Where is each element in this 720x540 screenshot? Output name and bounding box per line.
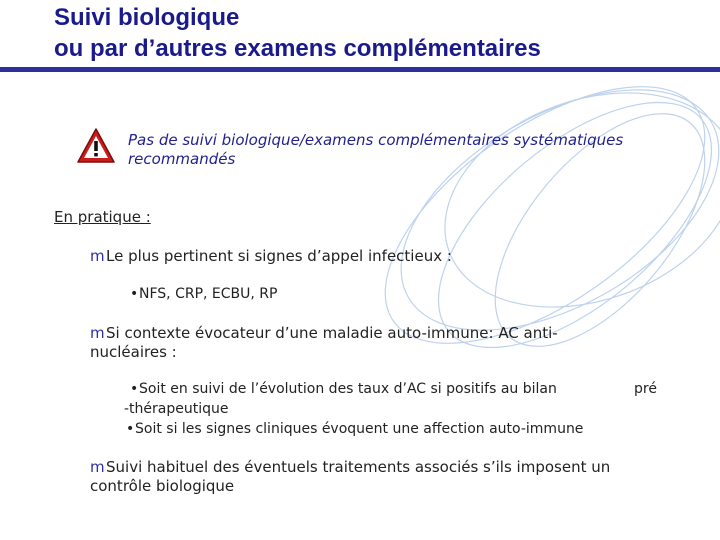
sub-list-item-continuation: -thérapeutique bbox=[124, 401, 229, 417]
warning-message-line1: Pas de suivi biologique/examens complémentaires systématiques bbox=[128, 131, 624, 149]
list-item-continuation: contrôle biologique bbox=[90, 477, 235, 495]
sub-list-item-text-end: pré bbox=[634, 381, 657, 397]
list-item bbox=[90, 247, 452, 266]
sub-list-item bbox=[130, 380, 557, 399]
sub-list-item bbox=[130, 285, 277, 304]
list-item-text: Le plus pertinent si signes d’appel infectieux : bbox=[106, 247, 452, 265]
sub-list-item-text: NFS, CRP, ECBU, RP bbox=[139, 286, 278, 302]
sub-list-item bbox=[126, 420, 583, 439]
list-item-text: Si contexte évocateur d’une maladie auto-immune: AC anti- bbox=[106, 324, 558, 342]
bullet-dot-icon: • bbox=[126, 421, 135, 437]
bullet-marker: m bbox=[90, 458, 105, 476]
bullet-dot-icon: • bbox=[130, 286, 139, 302]
page-title-line1: Suivi biologique bbox=[54, 4, 240, 31]
list-item-text: Suivi habituel des éventuels traitements associés s’ils imposent un bbox=[106, 458, 611, 476]
title-divider bbox=[0, 67, 720, 72]
bullet-dot-icon: • bbox=[130, 381, 139, 397]
bullet-marker: m bbox=[90, 247, 105, 265]
list-item bbox=[90, 324, 558, 343]
page-title-line2: ou par d’autres examens complémentaires bbox=[54, 35, 541, 62]
bullet-marker: m bbox=[90, 324, 105, 342]
practice-heading: En pratique : bbox=[54, 208, 151, 226]
warning-message bbox=[128, 131, 688, 169]
warning-message-line2: recommandés bbox=[128, 150, 236, 168]
list-item bbox=[90, 458, 610, 477]
page-title bbox=[54, 2, 541, 64]
list-item-continuation: nucléaires : bbox=[90, 343, 177, 361]
warning-triangle-icon bbox=[76, 127, 116, 165]
sub-list-item-text: Soit en suivi de l’évolution des taux d’AC si positifs au bilan bbox=[139, 381, 557, 397]
sub-list-item-text: Soit si les signes cliniques évoquent une affection auto-immune bbox=[135, 421, 584, 437]
